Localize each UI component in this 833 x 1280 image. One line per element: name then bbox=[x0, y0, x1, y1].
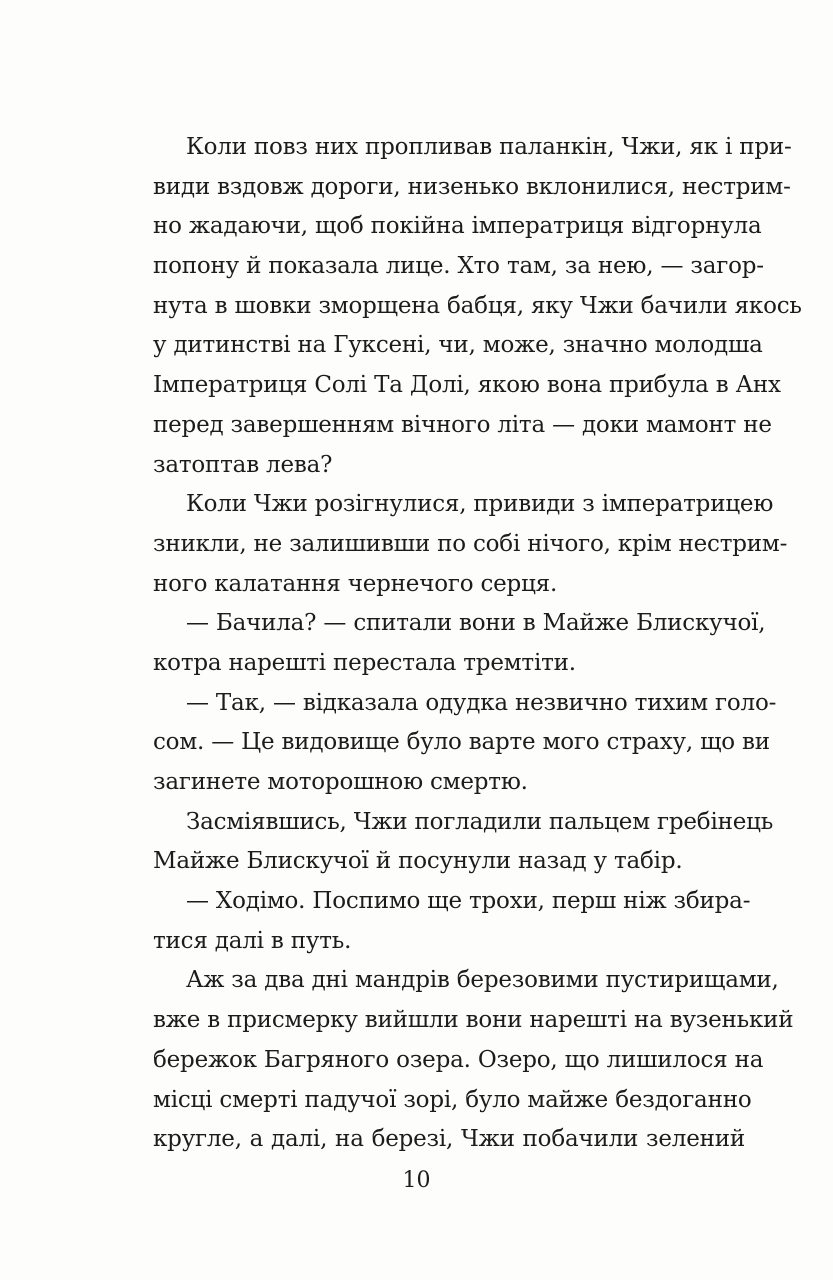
paragraph bbox=[153, 128, 802, 485]
text-line: ного калатання чернечого серця. bbox=[153, 570, 558, 597]
text-line: затоптав лева? bbox=[153, 451, 333, 478]
text-line: котра нарешті перестала тремтіти. bbox=[153, 649, 576, 676]
text-line: попону й показала лице. Хто там, за нею, — загор- bbox=[153, 253, 764, 280]
text-line: Коли повз них пропливав паланкін, Чжи, як і при- bbox=[186, 134, 792, 160]
text-line: кругле, а далі, на березі, Чжи побачили зелений bbox=[153, 1126, 745, 1153]
text-line: нута в шовки зморщена бабця, яку Чжи бачили якось bbox=[153, 292, 802, 319]
paragraph bbox=[153, 485, 788, 604]
body-text bbox=[153, 128, 802, 1160]
paragraph bbox=[153, 604, 766, 683]
text-line: — Ходімо. Поспимо ще трохи, перш ніж збира- bbox=[186, 888, 751, 915]
text-line: вже в присмерку вийшли вони нарешті на вузенький bbox=[153, 1007, 794, 1034]
text-line: тися далі в путь. bbox=[153, 927, 352, 954]
text-line: перед завершенням вічного літа — доки мамонт не bbox=[153, 411, 772, 438]
text-line: Засміявшись, Чжи погладили пальцем гребінець bbox=[186, 808, 774, 835]
paragraph bbox=[153, 803, 774, 882]
paragraph bbox=[153, 961, 794, 1159]
page-number: 10 bbox=[402, 1168, 431, 1193]
text-line: види вздовж дороги, низенько вклонилися, нестрим- bbox=[153, 173, 791, 200]
text-line: Майже Блискучої й посунули назад у табір. bbox=[153, 848, 683, 875]
text-line: Коли Чжи розігнулися, привиди з імператрицею bbox=[186, 491, 774, 518]
text-line: у дитинстві на Гуксені, чи, може, значно молодша bbox=[153, 332, 763, 359]
text-line: Імператриця Солі Та Долі, якою вона прибула в Анх bbox=[153, 372, 781, 399]
text-line: — Так, — відказала одудка незвично тихим голо- bbox=[186, 689, 777, 716]
text-line: — Бачила? — спитали вони в Майже Блискучої, bbox=[186, 610, 766, 637]
text-line: Аж за два дні мандрів березовими пустирищами, bbox=[186, 967, 779, 994]
text-line: но жадаючи, щоб покійна імператриця відгорнула bbox=[153, 213, 762, 240]
text-line: зникли, не залишивши по собі нічого, крім нестрим- bbox=[153, 530, 788, 557]
paragraph bbox=[153, 882, 751, 961]
paragraph bbox=[153, 684, 777, 803]
text-line: загинете моторошною смертю. bbox=[153, 769, 528, 795]
text-line: місці смерті падучої зорі, було майже бездоганно bbox=[153, 1086, 752, 1113]
text-line: сом. — Це видовище було варте мого страху, що ви bbox=[153, 729, 770, 756]
text-line: бережок Багряного озера. Озеро, що лишилося на bbox=[153, 1046, 764, 1073]
